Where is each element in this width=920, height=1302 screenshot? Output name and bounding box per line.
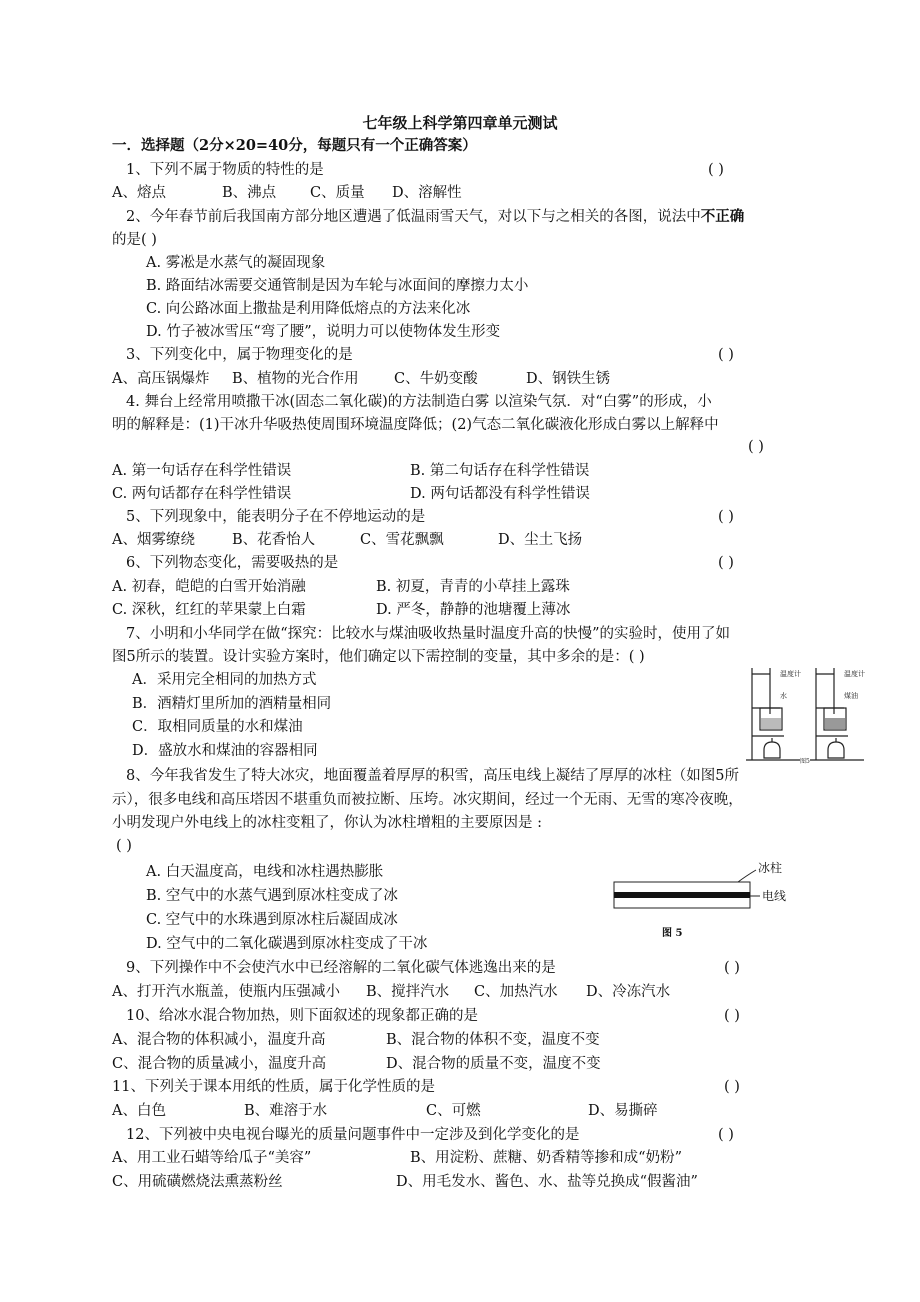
q12-option-d: D、用毛发水、酱色、水、盐等兑换成“假酱油” — [396, 1174, 698, 1190]
q1-answer-blank: ( ) — [708, 162, 724, 178]
q4-option-b: B. 第二句话存在科学性错误 — [410, 463, 590, 479]
q7-option-d: D．盛放水和煤油的容器相同 — [132, 743, 318, 759]
q2-stem — [126, 207, 744, 227]
q3-option-d: D、钢铁生锈 — [526, 371, 611, 387]
q6-option-d: D. 严冬，静静的池塘覆上薄冰 — [376, 602, 571, 618]
q7-fig-label-kerosene: 煤油 — [844, 692, 858, 700]
q7-figure-apparatus — [740, 662, 870, 764]
page-title: 七年级上科学第四章单元测试 — [362, 114, 558, 132]
q12-stem: 12、下列被中央电视台曝光的质量问题事件中一定涉及到化学变化的是 — [126, 1127, 580, 1143]
q5-option-c: C、雪花飘飘 — [360, 532, 444, 548]
q11-option-c: C、可燃 — [426, 1103, 481, 1119]
q6-option-a: A. 初春，皑皑的白雪开始消融 — [112, 579, 306, 595]
q7-option-a: A．采用完全相同的加热方式 — [132, 672, 317, 688]
q5-option-a: A、烟雾缭绕 — [112, 532, 195, 548]
q8-fig-caption: 图 5 — [662, 928, 683, 939]
q5-stem: 5、下列现象中，能表明分子在不停地运动的是 — [126, 509, 426, 525]
q11-option-a: A、白色 — [112, 1103, 166, 1119]
section-heading: 一．选择题（2分×20=40分，每题只有一个正确答案） — [112, 137, 477, 154]
q4-option-a: A. 第一句话存在科学性错误 — [112, 463, 292, 479]
q3-option-c: C、牛奶变酸 — [394, 371, 478, 387]
q1-option-c: C、质量 — [310, 185, 365, 201]
q3-stem: 3、下列变化中，属于物理变化的是 — [126, 347, 353, 363]
q2-option-a: A. 雾凇是水蒸气的凝固现象 — [146, 255, 326, 271]
q6-stem: 6、下列物态变化，需要吸热的是 — [126, 555, 339, 571]
q8-fig-label-wire: 电线 — [762, 889, 787, 903]
q8-fig-label-ice: 冰柱 — [758, 861, 783, 875]
q10-option-d: D、混合物的质量不变，温度不变 — [386, 1056, 601, 1072]
q8-figure-ice-wire — [610, 858, 800, 942]
q12-option-c: C、用硫磺燃烧法熏蒸粉丝 — [112, 1174, 283, 1190]
q7-fig-label-thermometer-1: 温度计 — [780, 670, 801, 678]
q8-stem-line2: 示），很多电线和高压塔因不堪重负而被拉断、压垮。冰灾期间，经过一个无雨、无雪的寒冷夜晚， — [112, 792, 743, 808]
q3-option-b: B、植物的光合作用 — [232, 371, 359, 387]
q8-answer-blank: ( ) — [116, 838, 132, 854]
q11-option-d: D、易撕碎 — [588, 1103, 658, 1119]
q2-stem-emphasis: 不正确 — [700, 208, 745, 225]
q4-option-c: C. 两句话都存在科学性错误 — [112, 486, 292, 502]
q6-option-b: B. 初夏，青青的小草挂上露珠 — [376, 579, 570, 595]
q8-stem-line3: 小明发现户外电线上的冰柱变粗了，你认为冰柱增粗的主要原因是 : — [112, 815, 542, 831]
q3-answer-blank: ( ) — [718, 347, 734, 363]
q8-stem-line1: 8、今年我省发生了特大冰灾，地面覆盖着厚厚的积雪，高压电线上凝结了厚厚的冰柱（如图5所 — [126, 768, 739, 784]
q2-option-b: B. 路面结冰需要交通管制是因为车轮与冰面间的摩擦力太小 — [146, 278, 529, 294]
q12-option-b: B、用淀粉、蔗糖、奶香精等掺和成“奶粉” — [410, 1150, 682, 1166]
q2-stem-text: 2、今年春节前后我国南方部分地区遭遇了低温雨雪天气，对以下与之相关的各图，说法中 — [126, 209, 701, 225]
q1-option-d: D、溶解性 — [392, 185, 462, 201]
q3-option-a: A、高压锅爆炸 — [112, 371, 210, 387]
q6-answer-blank: ( ) — [718, 555, 734, 571]
q11-answer-blank: ( ) — [724, 1079, 740, 1095]
q10-answer-blank: ( ) — [724, 1008, 740, 1024]
q9-option-a: A、打开汽水瓶盖，使瓶内压强减小 — [112, 984, 340, 1000]
q4-stem-line2: 明的解释是：(1)干冰升华吸热使周围环境温度降低；(2)气态二氧化碳液化形成白雾以上解释中 — [112, 417, 719, 433]
q8-option-d: D. 空气中的二氧化碳遇到原冰柱变成了干冰 — [146, 936, 428, 952]
q1-option-a: A、熔点 — [112, 185, 166, 201]
q4-answer-blank: ( ) — [748, 439, 764, 455]
q5-option-d: D、尘土飞扬 — [498, 532, 583, 548]
q9-option-d: D、冷冻汽水 — [586, 984, 671, 1000]
q7-stem-line1: 7、小明和小华同学在做“探究：比较水与煤油吸收热量时温度升高的快慢”的实验时，使用了如 — [126, 626, 731, 642]
q12-option-a: A、用工业石蜡等给瓜子“美容” — [112, 1150, 312, 1166]
q2-stem-cont: 的是( ) — [112, 232, 157, 248]
q2-option-d: D. 竹子被冰雪压“弯了腰”，说明力可以使物体发生形变 — [146, 324, 501, 340]
q9-answer-blank: ( ) — [724, 960, 740, 976]
q10-option-b: B、混合物的体积不变，温度不变 — [386, 1032, 600, 1048]
q7-fig-caption: 图5 — [800, 758, 810, 764]
q10-option-c: C、混合物的质量减小，温度升高 — [112, 1056, 327, 1072]
q7-fig-label-water: 水 — [780, 692, 787, 700]
q7-stem-line2: 图5所示的装置。设计实验方案时，他们确定以下需控制的变量，其中多余的是：( ) — [112, 649, 645, 665]
q9-stem: 9、下列操作中不会使汽水中已经溶解的二氧化碳气体逃逸出来的是 — [126, 960, 556, 976]
q6-option-c: C. 深秋，红红的苹果蒙上白霜 — [112, 602, 306, 618]
q7-option-c: C．取相同质量的水和煤油 — [132, 719, 303, 735]
q5-answer-blank: ( ) — [718, 509, 734, 525]
q12-answer-blank: ( ) — [718, 1127, 734, 1143]
q5-option-b: B、花香怡人 — [232, 532, 316, 548]
q11-stem: 11、下列关于课本用纸的性质，属于化学性质的是 — [112, 1079, 435, 1095]
q7-fig-label-thermometer-2: 温度计 — [844, 670, 865, 678]
q7-option-b: B．酒精灯里所加的酒精量相同 — [132, 696, 332, 712]
q2-option-c: C. 向公路冰面上撒盐是利用降低熔点的方法来化冰 — [146, 301, 471, 317]
q9-option-c: C、加热汽水 — [474, 984, 558, 1000]
q8-option-c: C. 空气中的水珠遇到原冰柱后凝固成冰 — [146, 912, 398, 928]
q4-stem-line1: 4. 舞台上经常用喷撒干冰(固态二氧化碳)的方法制造白雾 以渲染气氛．对“白雾”的形成，小 — [126, 394, 712, 410]
q1-option-b: B、沸点 — [222, 185, 277, 201]
q9-option-b: B、搅拌汽水 — [366, 984, 450, 1000]
q4-option-d: D. 两句话都没有科学性错误 — [410, 486, 590, 502]
q11-option-b: B、难溶于水 — [244, 1103, 328, 1119]
q10-option-a: A、混合物的体积减小，温度升高 — [112, 1032, 326, 1048]
q1-stem: 1、下列不属于物质的特性的是 — [126, 162, 324, 178]
q10-stem: 10、给冰水混合物加热，则下面叙述的现象都正确的是 — [126, 1008, 478, 1024]
q8-option-a: A. 白天温度高，电线和冰柱遇热膨胀 — [146, 864, 384, 880]
q8-option-b: B. 空气中的水蒸气遇到原冰柱变成了冰 — [146, 888, 398, 904]
